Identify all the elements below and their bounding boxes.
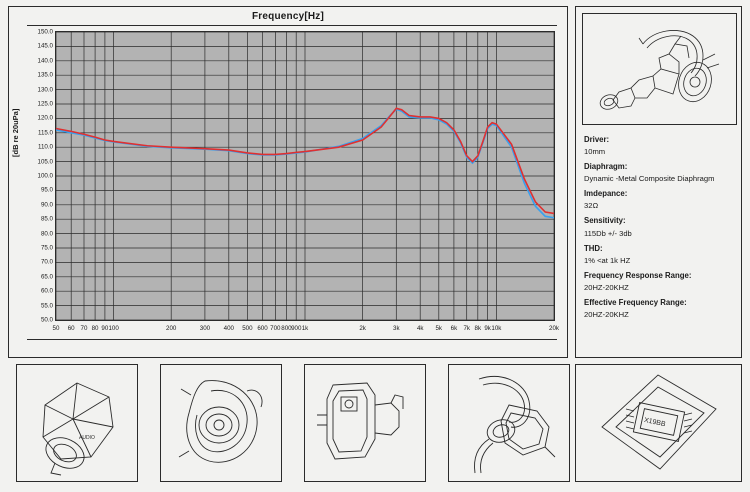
- x-tick-label: 8k: [474, 325, 482, 332]
- y-tick-label: 65.0: [40, 273, 53, 281]
- y-tick-label: 105.0: [37, 158, 53, 166]
- gallery-item-faceplate[interactable]: [16, 364, 138, 482]
- x-tick-label: 3k: [393, 325, 400, 332]
- x-tick-label: 2k: [359, 325, 366, 332]
- y-tick-label: 85.0: [40, 215, 53, 223]
- x-tick-label: 200: [166, 325, 177, 332]
- chart-bottom-divider: [27, 339, 557, 340]
- y-axis-label: [dB re 20uPa]: [11, 108, 20, 157]
- y-tick-label: 145.0: [37, 42, 53, 50]
- svg-text:AUDIO: AUDIO: [79, 435, 95, 441]
- chart-plot-area: [55, 31, 555, 321]
- x-tick-label: 20k: [549, 325, 559, 332]
- x-tick-label: 4k: [416, 325, 424, 332]
- y-tick-label: 60.0: [40, 287, 53, 295]
- spec-value-impedance: 32Ω: [584, 201, 599, 211]
- y-tick-label: 150.0: [37, 28, 53, 36]
- x-tick-label: 300: [199, 325, 211, 332]
- x-tick-label: 1k: [301, 325, 309, 332]
- x-tick-label: 400: [223, 325, 234, 332]
- specifications-panel: [575, 6, 742, 358]
- y-tick-label: 135.0: [37, 71, 53, 79]
- spec-value-driver: 10mm: [584, 147, 606, 157]
- gallery-item-side-profile[interactable]: [304, 364, 426, 482]
- y-tick-label: 80.0: [40, 230, 53, 238]
- spec-value-sensitivity: 115Db +/- 3db: [584, 228, 632, 238]
- y-tick-label: 110.0: [37, 143, 53, 151]
- gallery-item-driver-chip[interactable]: [575, 364, 742, 482]
- y-tick-label: 120.0: [37, 114, 53, 122]
- x-tick-label: 70: [80, 325, 88, 332]
- y-tick-label: 70.0: [40, 258, 53, 266]
- spec-key-sensitivity: Sensitivity:: [584, 216, 626, 226]
- svg-text:X19BB: X19BB: [643, 416, 667, 429]
- x-tick-label: 90: [101, 325, 109, 332]
- spec-key-impedance: Imdepance:: [584, 189, 628, 199]
- spec-key-effective-frequency-range: Effective Frequency Range:: [584, 297, 687, 307]
- gallery-item-inner-nozzle[interactable]: [160, 364, 282, 482]
- x-tick-label: 80: [91, 325, 99, 332]
- x-tick-label: 5k: [435, 325, 443, 332]
- y-tick-label: 130.0: [37, 86, 53, 94]
- spec-key-driver: Driver:: [584, 135, 610, 144]
- y-tick-label: 75.0: [40, 244, 53, 252]
- x-tick-label: 900: [291, 325, 302, 332]
- spec-key-thd: THD:: [584, 243, 603, 253]
- spec-value-frequency-response-range: 20HZ-20KHZ: [584, 282, 629, 292]
- y-tick-label: 140.0: [37, 57, 53, 65]
- y-axis-ticks: [9, 28, 53, 324]
- x-tick-label: 60: [67, 325, 75, 332]
- y-tick-label: 55.0: [40, 302, 53, 310]
- x-axis-ticks: [52, 323, 559, 337]
- spec-key-diaphragm: Diaphragm:: [584, 162, 628, 172]
- x-tick-label: 700: [270, 325, 281, 332]
- x-tick-label: 6k: [450, 325, 458, 332]
- x-tick-label: 7k: [463, 325, 471, 332]
- spec-value-diaphragm: Dynamic -Metal Composite Diaphragm: [584, 174, 715, 184]
- chart-title: Frequency[Hz]: [251, 11, 325, 22]
- title-divider: [27, 25, 557, 26]
- frequency-response-chart-panel: [8, 6, 568, 358]
- y-tick-label: 90.0: [40, 201, 53, 209]
- x-tick-label: 800: [281, 325, 292, 332]
- y-tick-label: 115.0: [37, 129, 53, 137]
- y-tick-label: 100.0: [37, 172, 53, 180]
- spec-value-effective-frequency-range: 20HZ-20KHZ: [584, 310, 629, 320]
- y-tick-label: 95.0: [40, 186, 53, 194]
- x-tick-label: 10k: [491, 325, 502, 332]
- x-tick-label: 50: [52, 325, 60, 332]
- y-tick-label: 50.0: [40, 316, 53, 324]
- gallery-item-with-cable[interactable]: [448, 364, 570, 482]
- x-tick-label: 500: [242, 325, 253, 332]
- spec-key-frequency-response-range: Frequency Response Range:: [584, 270, 692, 280]
- product-gallery: [8, 364, 742, 486]
- earphone-exploded-view-image: [582, 13, 737, 125]
- x-tick-label: 100: [108, 325, 119, 332]
- x-tick-label: 9k: [484, 325, 491, 332]
- y-tick-label: 125.0: [37, 100, 53, 108]
- x-tick-label: 600: [257, 325, 268, 332]
- spec-list: [584, 129, 735, 353]
- spec-value-thd: 1% <at 1k HZ: [584, 255, 631, 265]
